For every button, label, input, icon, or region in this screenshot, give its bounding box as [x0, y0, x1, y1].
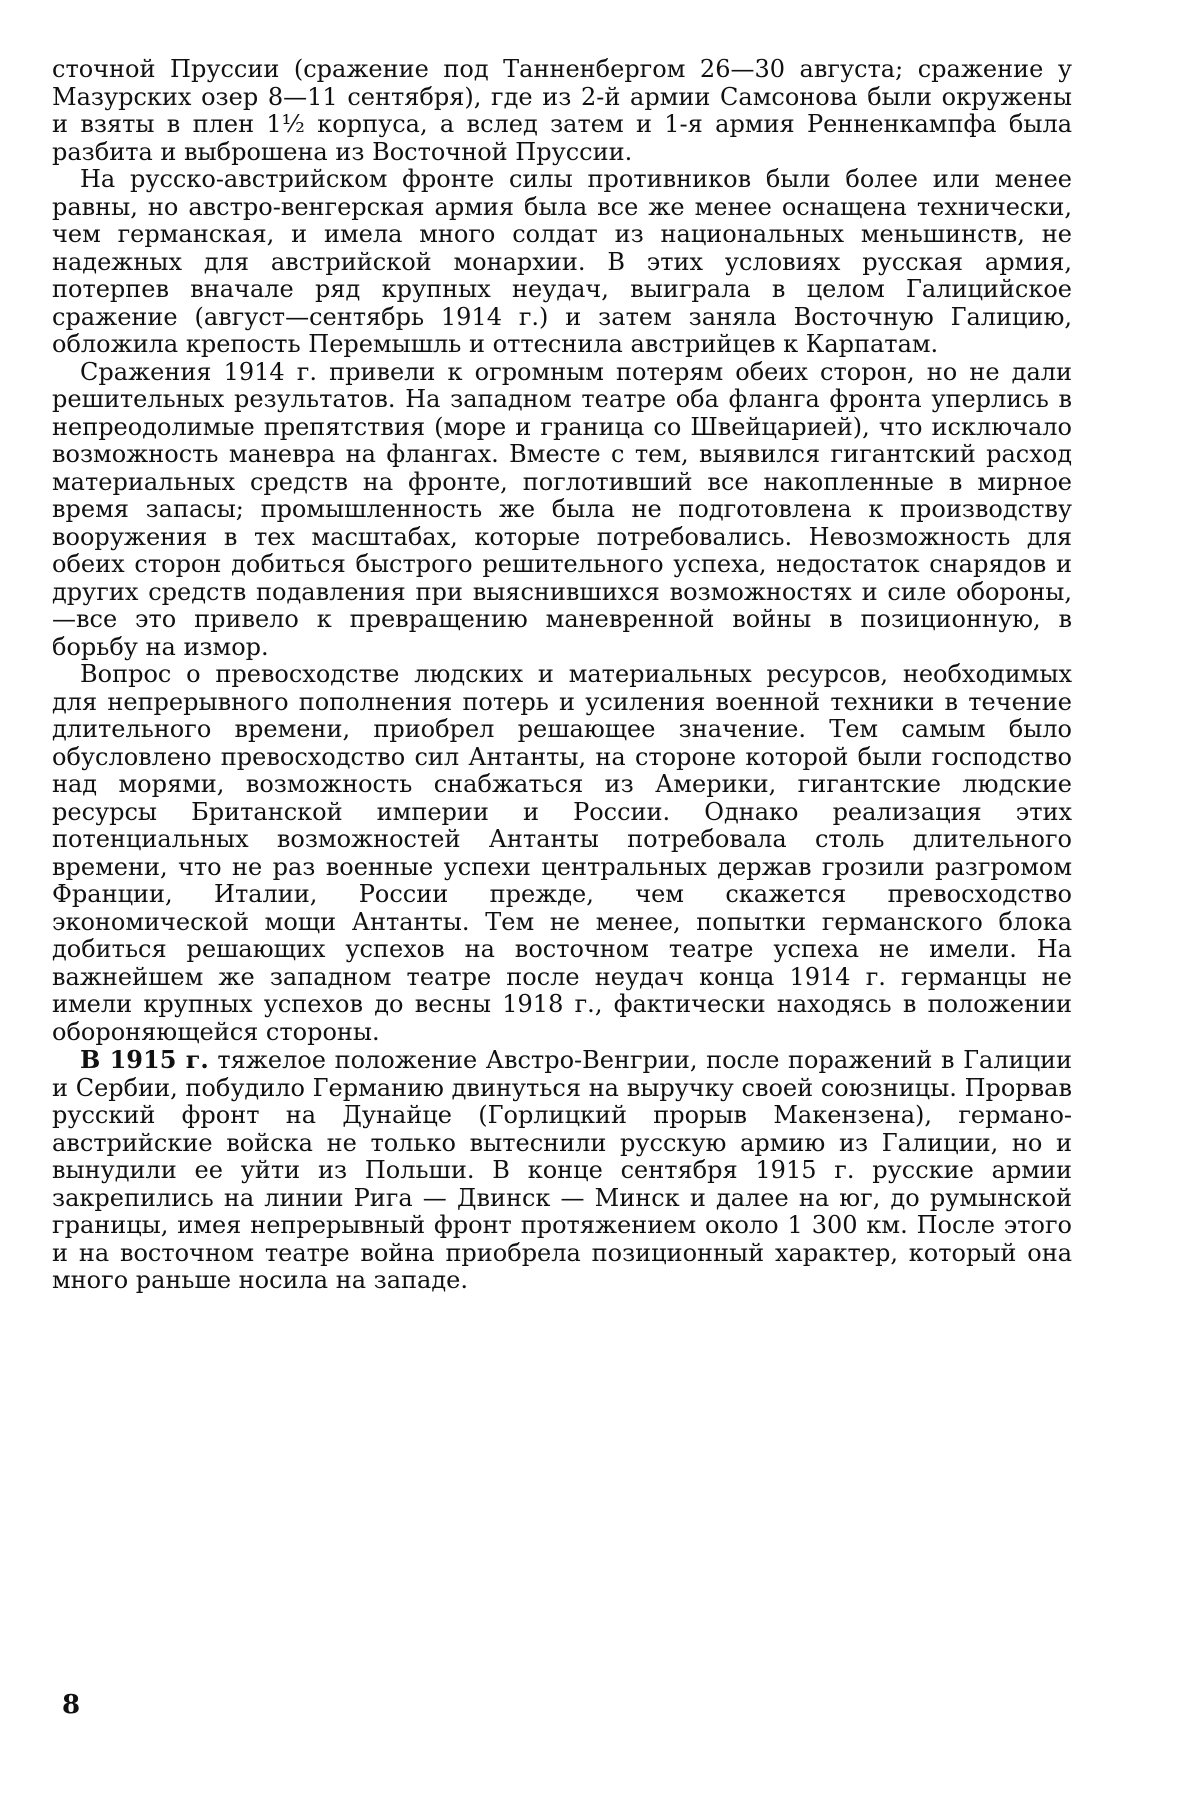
page-number: 8: [62, 1690, 81, 1720]
paragraph-1: [52, 56, 1072, 166]
paragraph-4: [52, 661, 1072, 1046]
paragraph-4-text: Вопрос о превосходстве людских и материальных ресурсов, необходимых для непрерывного пополнения потерь и усиления военной техники в течение длительного времени, приобрел решающее значение. Тем самым было обусловлено превосходство сил Антанты, на стороне которой были господство над морями, возможность снабжаться из Америки, гигантские людские ресурсы Британской империи и России. Однако реализация этих потенциальных возможностей Антанты потребовала столь длительного времени, что не раз военные успехи центральных держав грозили разгромом Франции, Италии, России прежде, чем скажется превосходство экономической мощи Антанты. Тем не менее, попытки германского блока добиться решающих успехов на восточном театре успеха не имели. На важнейшем же западном театре после неудач конца 1914 г. германцы не имели крупных успехов до весны 1918 г., фактически находясь в положении обороняющейся стороны.: [52, 660, 1072, 1046]
paragraph-5-text: тяжелое положение Австро-Венгрии, после поражений в Галиции и Сербии, побудило Германию двинуться на выручку своей союзницы. Прорвав русский фронт на Дунайце (Горлицкий прорыв Макензена), германо-австрийские войска не только вытеснили русскую армию из Галиции, но и вынудили ее уйти из Польши. В конце сентября 1915 г. русские армии закрепились на линии Рига — Двинск — Минск и далее на юг, до румынской границы, имея непрерывный фронт протяжением около 1 300 км. После этого и на восточном театре война приобрела позиционный характер, который она много раньше носила на западе.: [52, 1046, 1072, 1294]
paragraph-1-text: сточной Пруссии (сражение под Танненбергом 26—30 августа; сражение у Мазурских озер 8—11 сентября), где из 2-й армии Самсонова были окружены и взяты в плен 1½ корпуса, а вслед затем и 1-я армия Ренненкампфа была разбита и выброшена из Восточной Пруссии.: [52, 55, 1072, 166]
paragraph-3-text: Сражения 1914 г. привели к огромным потерям обеих сторон, но не дали решительных результатов. На западном театре оба фланга фронта уперлись в непреодолимые препятствия (море и граница со Швейцарией), что исключало возможность маневра на флангах. Вместе с тем, выявился гигантский расход материальных средств на фронте, поглотивший все накопленные в мирное время запасы; промышленность же была не подготовлена к производству вооружения в тех масштабах, которые потребовались. Невозможность для обеих сторон добиться быстрого решительного успеха, недостаток снарядов и других средств подавления при выяснившихся возможностях и силе обороны,—все это привело к превращению маневренной войны в позиционную, в борьбу на измор.: [52, 357, 1072, 661]
paragraph-2: [52, 166, 1072, 359]
paragraph-3: [52, 359, 1072, 662]
paragraph-5-lead: В 1915 г.: [80, 1045, 209, 1074]
paragraph-2-text: На русско-австрийском фронте силы противников были более или менее равны, но австро-венгерская армия была все же менее оснащена технически, чем германская, и имела много солдат из национальных меньшинств, не надежных для австрийской монархии. В этих условиях русская армия, потерпев вначале ряд крупных неудач, выиграла в целом Галицийское сражение (август—сентябрь 1914 г.) и затем заняла Восточную Галицию, обложила крепость Перемышль и оттеснила австрийцев к Карпатам.: [52, 165, 1072, 358]
paragraph-5: [52, 1046, 1072, 1295]
body-text: [52, 56, 1072, 1295]
